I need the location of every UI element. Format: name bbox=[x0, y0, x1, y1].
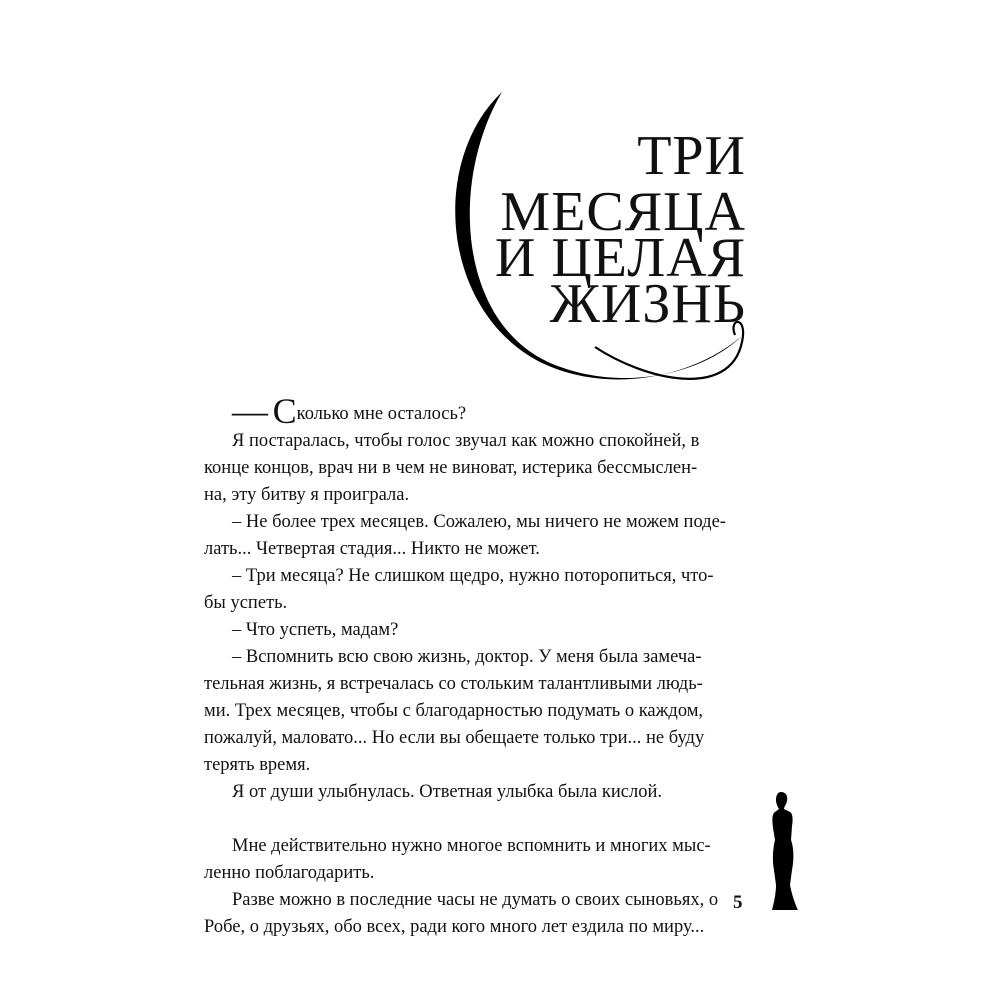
section-break bbox=[232, 806, 747, 833]
chapter-title-line-1: ТРИ bbox=[637, 125, 746, 187]
body-line: ленно поблагодарить. bbox=[204, 863, 375, 883]
body-line: – Три месяца? Не слишком щедро, нужно поторопиться, что- bbox=[232, 566, 714, 586]
body-line: на, эту битву я проиграла. bbox=[204, 485, 410, 505]
body-line: – Вспомнить всю свою жизнь, доктор. У меня была замеча- bbox=[232, 647, 702, 667]
opening-text: колько мне осталось? bbox=[296, 404, 467, 424]
chapter-title-line-2: МЕСЯЦА bbox=[500, 181, 746, 243]
body-line: – Не более трех месяцев. Сожалею, мы ничего не можем поде- bbox=[232, 512, 726, 532]
body-line: Разве можно в последние часы не думать о своих сыновьях, о bbox=[232, 890, 719, 910]
body-line: Я постаралась, чтобы голос звучал как можно спокойней, в bbox=[232, 431, 700, 451]
body-line: – Что успеть, мадам? bbox=[232, 620, 399, 640]
opening-line bbox=[232, 391, 747, 431]
body-line: конце концов, врач ни в чем не виноват, истерика бессмыслен- bbox=[204, 458, 698, 478]
woman-silhouette-icon bbox=[762, 790, 800, 912]
chapter-body bbox=[204, 391, 747, 941]
body-line: тельная жизнь, я встречалась со стольким талантливыми людь- bbox=[204, 674, 703, 694]
chapter-title-line-4: ЖИЗНЬ bbox=[549, 273, 746, 335]
body-line: лать... Четвертая стадия... Никто не может. bbox=[204, 539, 540, 559]
body-line: Я от души улыбнулась. Ответная улыбка была кислой. bbox=[232, 782, 662, 802]
body-line: бы успеть. bbox=[204, 593, 288, 613]
drop-cap: С bbox=[272, 391, 297, 431]
body-line: пожалуй, маловато... Но если вы обещаете только три... не буду bbox=[204, 728, 705, 748]
body-line: терять время. bbox=[204, 755, 311, 775]
opening-dash: — bbox=[232, 391, 268, 431]
body-line: Мне действительно нужно многое вспомнить и многих мыс- bbox=[232, 836, 711, 856]
chapter-title-line-3: И ЦЕЛАЯ bbox=[494, 227, 746, 289]
body-line: Робе, о друзьях, обо всех, ради кого много лет ездила по миру... bbox=[204, 917, 705, 937]
page-number: 5 bbox=[733, 892, 743, 913]
body-line: ми. Трех месяцев, чтобы с благодарностью подумать о каждом, bbox=[204, 701, 704, 721]
